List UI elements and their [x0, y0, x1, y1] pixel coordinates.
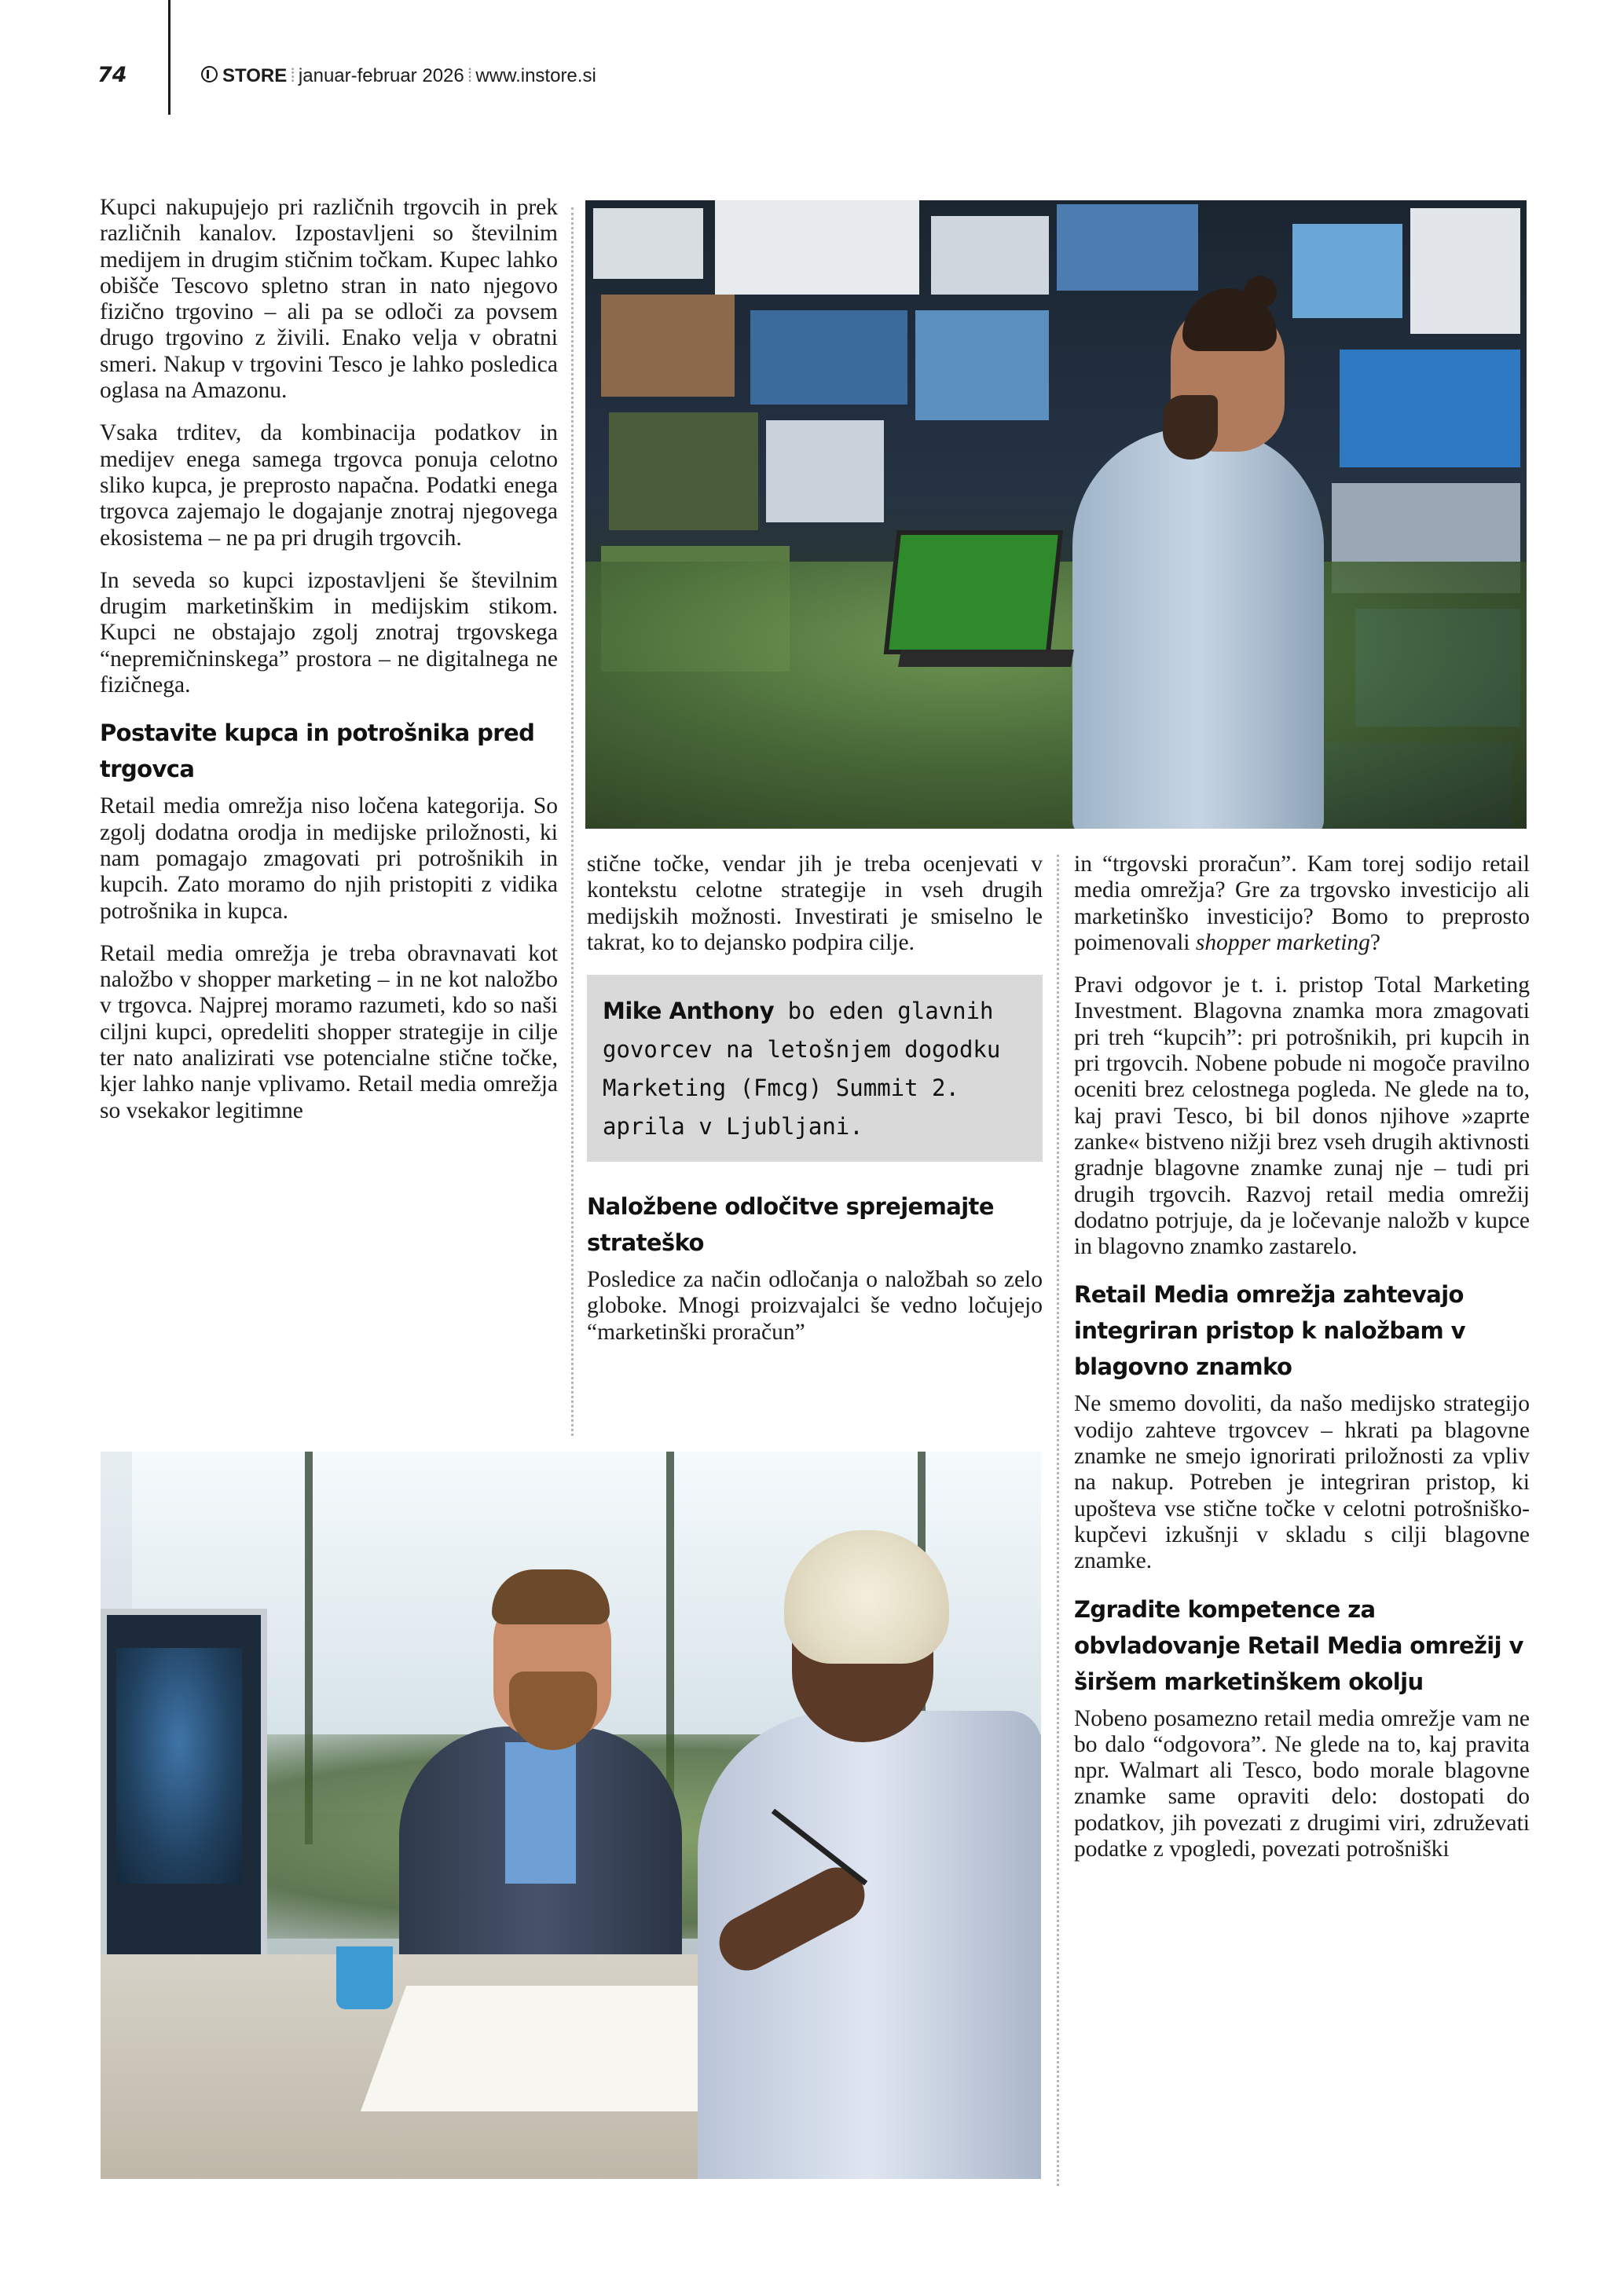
paragraph: Retail media omrežja je treba obravnavati kot naložbo v shopper marketing – in ne kot naložbo v trgovca. Najprej moramo razumeti, kdo so naši ciljni kupci, opredeliti shopper strategije in cilje ter nato analizirati vse potencialne stične točke, kjer lahko nanje vplivamo. Retail media omrežja so vsekakor legitimne: [100, 940, 558, 1123]
photo-business-meeting: [101, 1452, 1041, 2179]
photo-man-hair-bun: [1244, 276, 1277, 309]
emphasis-term: shopper marketing: [1195, 929, 1370, 955]
paragraph: Retail media omrežja niso ločena kategorija. So zgolj dodatna orodja in medijske priložnosti, ki nam pomagajo zmagovati pri potrošnikih in kupcih. Zato moramo do njih pristopiti z vidika potrošnika in kupca.: [100, 793, 558, 924]
website-link[interactable]: www.instore.si: [475, 65, 596, 86]
paragraph: Ne smemo dovoliti, da našo medijsko strategijo vodijo zahteve trgovcev – hkrati pa blagovne znamke ne smejo ignorirati priložnosti za vpliv na nakup. Potreben je integriran pristop, ki upošteva vse stične točke v celotni potrošniško-kupčevi izkušnji v skladu s cilji blagovne znamke.: [1074, 1391, 1530, 1574]
paragraph: Posledice za način odločanja o naložbah so zelo globoke. Mnogi proizvajalci še vedno ločujejo “marketinški proračun”: [587, 1267, 1043, 1345]
photo-greenhouse-aisle: [585, 562, 1527, 829]
speaker-name: Mike Anthony: [603, 998, 775, 1025]
article-column-2: [587, 851, 1043, 1362]
photo-mug: [336, 1946, 393, 2009]
paragraph-text: in “trgovski proračun”. Kam torej sodijo retail media omrežja? Gre za trgovsko investicijo ali marketinško investicijo? Bomo to preprosto poimenovali: [1074, 851, 1530, 955]
store-logo-icon: [201, 66, 218, 82]
photo-monitor-map: [116, 1648, 242, 1884]
article-column-3: [1074, 851, 1530, 1879]
brand-name: STORE: [222, 65, 288, 86]
header-vertical-rule: [168, 0, 170, 115]
paragraph: Nobeno posamezno retail media omrežje vam ne bo dalo “odgovora”. Ne glede na to, kaj pravita npr. Walmart ali Tesco, bodo morale blagovne znamke same opraviti delo: dostopati do podatkov, jih povezati z drugimi viri, združevati podatke z vpogledi, povezati potrošniški: [1074, 1705, 1530, 1862]
paragraph: Pravi odgovor je t. i. pristop Total Marketing Investment. Blagovna znamka mora zmagovati pri treh “kupcih”: pri potrošnikih, pri kupcih in pri trgovcih. Nobene pobude ni mogoče pravilno oceniti brez celostnega pogleda. Ne glede na to, kaj pravi Tesco, bi bil donos njihove »zaprte zanke« bistveno nižji brez vseh drugih aktivnosti gradnje blagovne znamke zunaj nje – tudi pri drugih trgovcih. Razvoj retail media omrežij dodatno potrjuje, da je ločevanje naložb v kupce in blagovno znamko zastarelo.: [1074, 972, 1530, 1260]
header-separator: ⁞: [467, 65, 473, 86]
article-column-1: [100, 195, 558, 1141]
section-heading: Retail Media omrežja zahtevajo integriran pristop k naložbam v blagovno znamko: [1074, 1281, 1465, 1381]
section-heading: Postavite kupca in potrošnika pred trgovca: [100, 720, 535, 783]
paragraph: Kupci nakupujejo pri različnih trgovcih in prek različnih kanalov. Izpostavljeni so številnim medijem in drugim stičnim točkam. Kupec lahko obišče Tescovo spletno stran in nato njegovo fizično trgovino – ali pa se odloči za povsem drugo trgovino z živili. Enako velja v obratni smeri. Nakup v trgovini Tesco je lahko posledica oglasa na Amazonu.: [100, 195, 558, 404]
photo-laptop-screen: [884, 530, 1064, 654]
photo-man-hair: [492, 1569, 610, 1624]
photo-man-shirt: [505, 1742, 576, 1884]
section-heading: Naložbene odločitve sprejemajte strateško: [587, 1193, 994, 1257]
paragraph: In seveda so kupci izpostavljeni še številnim drugim marketinškim in medijskim stikom. Kupci ne obstajajo zgolj znotraj trgovskega “nepremičninskega” prostora – ne digitalnega ne fizičnega.: [100, 567, 558, 698]
paragraph: stične točke, vendar jih je treba ocenjevati v kontekstu celotne strategije in vseh drugih medijskih možnosti. Investirati je smiselno le takrat, ko to dejansko podpira cilje.: [587, 851, 1043, 955]
header-separator: ⁞: [290, 65, 295, 86]
header-line: [201, 64, 596, 88]
column-divider: [1057, 855, 1059, 2186]
column-divider: [571, 207, 574, 1436]
photo-man-beard: [1163, 395, 1218, 460]
photo-man-with-laptop: [585, 200, 1527, 829]
section-heading: Zgradite kompetence za obvladovanje Retail Media omrežij v širšem marketinškem okolju: [1074, 1595, 1523, 1695]
paragraph: [1074, 851, 1530, 956]
photo-man-shirt: [1072, 428, 1324, 829]
page-number: 74: [97, 63, 127, 87]
speaker-info-box: [587, 975, 1043, 1162]
photo-laptop-base: [898, 650, 1074, 667]
paragraph-text: ?: [1369, 929, 1380, 955]
paragraph: Vsaka trditev, da kombinacija podatkov in medijev enega samega trgovca ponuja celotno sliko kupca, je preprosto napačna. Podatki enega trgovca zajemajo le dogajanje znotraj njegovega ekosistema – ne pa pri drugih trgovcih.: [100, 420, 558, 551]
issue-date: januar-februar 2026: [298, 65, 464, 86]
speaker-info-text: bo eden glavnih govorcev na letošnjem dogodku Marketing (Fmcg) Summit 2. aprila v Ljubljani.: [603, 998, 1001, 1141]
